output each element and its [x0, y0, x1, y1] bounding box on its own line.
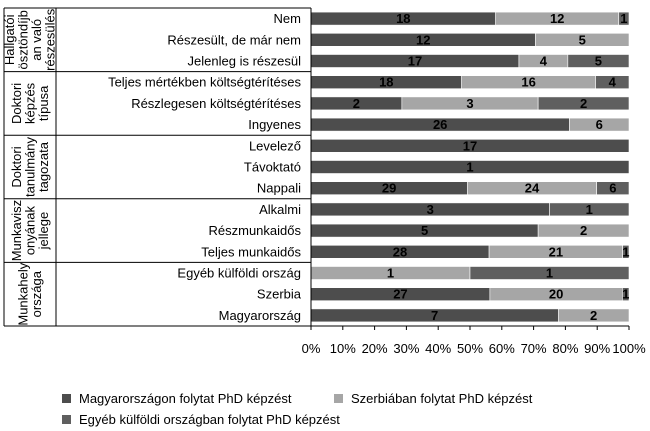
x-tick-label: 60%: [488, 341, 515, 356]
category-label: Nem: [273, 11, 301, 27]
group-label-line: típusa: [36, 85, 51, 122]
category-label: Jelenleg is részesül: [187, 53, 301, 69]
data-label: 26: [432, 117, 448, 133]
data-label: 5: [420, 223, 429, 239]
data-label: 24: [524, 180, 540, 196]
data-label: 4: [539, 53, 548, 69]
data-label: 16: [521, 74, 536, 90]
group-label: [2, 8, 58, 71]
legend-label-3: Egyéb külföldi országban folytat PhD képzést: [79, 412, 340, 427]
group-label-line: Munkahely: [15, 262, 31, 326]
x-tick-label: 90%: [584, 341, 611, 356]
category-label: Alkalmi: [259, 201, 301, 217]
data-label: 18: [396, 11, 411, 27]
data-label: 1: [622, 244, 630, 260]
x-tick-label: 50%: [456, 341, 484, 356]
group-label-line: Doktori: [9, 146, 24, 188]
data-label: 1: [545, 265, 554, 281]
legend-swatch-2: [334, 394, 343, 403]
category-label: Távoktató: [243, 159, 301, 175]
x-tick-label: 70%: [520, 341, 547, 356]
category-label: Nappali: [256, 180, 301, 196]
data-label: 18: [379, 74, 394, 90]
x-tick-label: 10%: [329, 341, 356, 356]
data-label: 1: [622, 286, 630, 302]
group-label: [9, 137, 51, 197]
data-label: 1: [585, 201, 593, 217]
category-label: Teljes mértékben költségtérítéses: [108, 74, 301, 90]
data-label: 1: [386, 265, 395, 281]
data-label: 12: [549, 11, 565, 27]
category-label: Magyarország: [218, 307, 301, 323]
data-label: 6: [595, 117, 603, 133]
data-label: 17: [462, 138, 478, 154]
data-label: 1: [466, 159, 474, 175]
x-tick-label: 100%: [612, 341, 646, 356]
category-label: Szerbia: [256, 286, 301, 302]
group-label-line: ösztöndíjb: [15, 10, 31, 70]
data-label: 4: [608, 74, 616, 90]
category-label: Ingyenes: [248, 117, 301, 133]
category-label: Egyéb külföldi ország: [177, 265, 301, 281]
data-label: 6: [609, 180, 617, 196]
legend-label-1: Magyarországon folytat PhD képzést: [79, 391, 292, 406]
data-label: 2: [579, 223, 588, 239]
x-tick-label: 40%: [425, 341, 452, 356]
group-label-line: Hallgatói: [2, 14, 18, 66]
x-tick-label: 30%: [393, 341, 420, 356]
group-label: [16, 262, 45, 325]
group-label-line: onyának: [22, 206, 38, 256]
group-label-line: képzés: [22, 82, 38, 125]
data-label: 3: [426, 201, 434, 217]
group-label-line: Munkavisz: [9, 199, 24, 262]
data-label: 5: [578, 32, 586, 48]
x-tick-label: 80%: [552, 341, 579, 356]
group-label-line: an való: [29, 18, 45, 61]
data-label: 29: [381, 180, 397, 196]
legend-item-3: [62, 412, 340, 427]
group-label-line: jellege: [36, 211, 51, 250]
data-label: 2: [352, 95, 361, 111]
group-label: [9, 200, 51, 261]
category-label: Teljes munkaidős: [201, 244, 301, 260]
data-label: 28: [392, 244, 408, 260]
group-label-line: részesülés: [42, 8, 58, 71]
category-label: Részmunkaidős: [208, 223, 301, 239]
group-label-line: országa: [29, 271, 45, 318]
category-label: Levelező: [248, 138, 301, 154]
data-label: 3: [466, 95, 474, 111]
data-label: 21: [548, 244, 564, 260]
data-label: 17: [407, 53, 423, 69]
data-label: 27: [393, 286, 408, 302]
category-label: Részlegesen költségtérítéses: [131, 95, 301, 111]
legend-label-2: Szerbiában folytat PhD képzést: [351, 391, 533, 406]
data-label: 20: [548, 286, 564, 302]
legend-swatch-3: [62, 415, 71, 424]
legend-swatch-1: [62, 394, 71, 403]
legend-item-2: [334, 391, 532, 406]
group-label-line: tanulmány: [22, 137, 38, 197]
data-label: 2: [579, 95, 588, 111]
category-label: Részesült, de már nem: [167, 32, 301, 48]
group-label: [9, 82, 51, 124]
data-label: 2: [590, 307, 598, 323]
data-label: 12: [416, 32, 431, 48]
x-tick-label: 0%: [301, 341, 321, 356]
data-label: 5: [594, 53, 603, 69]
data-label: 1: [620, 11, 628, 27]
group-label-line: Doktori: [9, 82, 24, 124]
x-tick-label: 20%: [361, 341, 388, 356]
group-label-line: tagozata: [36, 142, 51, 192]
legend-item-1: [62, 391, 291, 406]
data-label: 7: [431, 307, 439, 323]
